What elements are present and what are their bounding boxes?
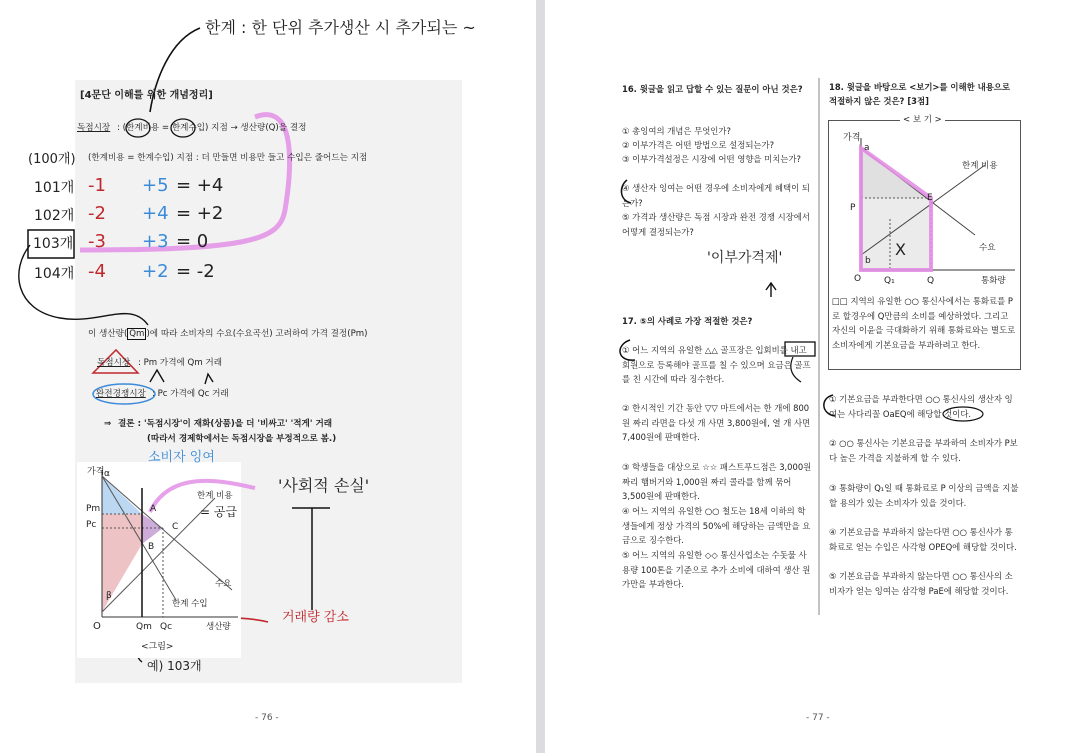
- q18-option-1[interactable]: ① 기본요금을 부과한다면 ○○ 통신사의 생산자 잉여는 사다리꼴 OaEQ에 해당할 것이다.: [829, 394, 1013, 419]
- q16-option-5[interactable]: ⑤ 가격과 생산량은 독점 시장과 완전 경쟁 시장에서 어떻게 결정되는가?: [622, 212, 810, 237]
- bogi-q-label: Q: [927, 276, 935, 286]
- handwritten-note-marginal-cost: 한계 : 한 단위 추가생산 시 추가되는 ~: [205, 18, 476, 37]
- concept-header: [4문단 이해를 위한 개념정리]: [80, 90, 213, 101]
- bogi-y-axis-label: 가격: [843, 133, 861, 143]
- qm-boxed: Qm: [129, 329, 145, 339]
- mc-mr-explanation: (한계비용 = 한계수입) 지점 : 더 만들면 비용만 들고 수입은 줄어드는 지점: [88, 153, 368, 163]
- bogi-x-axis-label: 통화량: [981, 276, 1006, 286]
- graph-pc-label: Pc: [86, 520, 97, 530]
- monopoly-trade: : Pm 가격에 Qm 거래: [138, 358, 223, 368]
- graph-y-axis-label: 가격: [87, 467, 105, 477]
- bogi-mc-label: 한계 비용: [962, 161, 998, 171]
- page-number-left: - 76 -: [255, 713, 279, 723]
- q16-option-3[interactable]: ③ 이부가격설정은 시장에 어떤 영향을 미치는가?: [622, 154, 801, 164]
- q18-title: 18. 윗글을 바탕으로 <보기>를 이해한 내용으로 적절하지 않은 것은? [3점]: [829, 82, 1010, 106]
- hand-social-loss: '사회적 손실': [278, 476, 370, 495]
- q17-title: 17. ⑤의 사례로 가장 적절한 것은?: [622, 316, 753, 326]
- graph-qc-label: Qc: [160, 622, 173, 632]
- hand-eq-supply: = 공급: [200, 505, 238, 519]
- graph-alpha-label: α: [104, 469, 110, 479]
- hand-mr-104: +2: [142, 261, 169, 282]
- bogi-p-label: P: [850, 203, 856, 213]
- hand-qty-103: 103개: [33, 236, 74, 252]
- conclusion-line-2: (따라서 경제학에서는 독점시장을 부정적으로 봄.): [147, 434, 337, 444]
- q17-option-3[interactable]: ③ 학생들을 대상으로 ☆☆ 패스트푸드점은 3,000원 짜리 햄버거와 1,000원 짜리 콜라를 함께 묶어 3,500원에 판매한다.: [622, 462, 812, 501]
- graph-pm-label: Pm: [86, 504, 101, 514]
- hand-mc-102: -2: [88, 203, 106, 224]
- hand-example: 예) 103개: [147, 659, 202, 673]
- bogi-text: □□ 지역의 유일한 ○○ 통신사에서는 통화료를 P로 할경우에 Q만큼의 소비를 예상하였다. 그리고 자신의 이윤을 극대화하기 위해 통화료와는 별도로 소비자에게 기본요금을 부과하려고 한다.: [832, 296, 1016, 350]
- hand-res-104: = -2: [176, 261, 215, 282]
- graph-x-axis-label: 생산량: [206, 622, 231, 632]
- graph-beta-label: β: [106, 591, 112, 601]
- hand-mr-103: +3: [142, 231, 169, 252]
- right-page: [545, 0, 1070, 753]
- hand-qty-104: 104개: [34, 266, 75, 282]
- hand-trade-decrease: 거래량 감소: [282, 610, 349, 625]
- hand-qty-100: (100개): [28, 152, 76, 167]
- page-number-right: - 77 -: [806, 713, 830, 723]
- competitive-label: 완전경쟁시장: [96, 389, 146, 399]
- monopoly-label-1: 독점시장: [77, 123, 111, 133]
- hand-qty-102: 102개: [34, 208, 75, 224]
- q16-option-1[interactable]: ① 총잉여의 개념은 무엇인가?: [622, 126, 731, 136]
- bogi-point-a: a: [864, 143, 870, 153]
- conclusion-line-1: 결론 : '독점시장'이 재화(상품)을 더 '비싸고' '적게' 거래: [118, 419, 333, 429]
- bogi-label: < 보 기 >: [900, 114, 945, 126]
- bogi-q1-label: Q₁: [884, 276, 895, 286]
- conclusion-arrow: ⇒: [104, 419, 112, 429]
- graph-demand-label: 수요: [215, 579, 232, 589]
- q17-option-1[interactable]: ① 어느 지역의 유일한 △△ 골프장은 입회비를 내고 회원으로 등록해야 골프를 칠 수 있으며 요금은 골프를 친 시간에 따라 징수한다.: [622, 345, 811, 384]
- graph-mc-label: 한계 비용: [197, 491, 233, 501]
- graph-caption: <그림>: [141, 642, 174, 652]
- q16-option-2[interactable]: ② 이부가격은 어떤 방법으로 설정되는가?: [622, 140, 775, 150]
- q17-option-5[interactable]: ⑤ 어느 지역의 유일한 ◇◇ 통신사업소는 수돗물 사용량 100톤을 기준으로 추가 소비에 대하여 생산 원가만을 부과한다.: [622, 550, 811, 589]
- hand-mr-102: +4: [142, 203, 169, 224]
- graph-point-a: A: [150, 504, 157, 514]
- graph-mr-label: 한계 수입: [172, 599, 208, 609]
- revenue-rectangle: [861, 198, 931, 270]
- hand-two-part-tariff: '이부가격제': [707, 250, 783, 266]
- page-gutter: [536, 0, 545, 753]
- monopoly-label-2: 독점시장: [97, 358, 131, 368]
- competitive-trade: : Pc 가격에 Qc 거래: [152, 389, 229, 399]
- hand-mr-101: +5: [142, 175, 169, 196]
- price-decision-line: 이 생산량( Qm )에 따라 소비자의 수요(수요곡선) 고려하여 가격 결정(Pm): [88, 329, 368, 339]
- q18-option-4[interactable]: ④ 기본요금을 부과하지 않는다면 ○○ 통신사가 통화료로 얻는 수입은 사각형 OPEQ에 해당할 것이다.: [829, 527, 1017, 552]
- q18-option-5[interactable]: ⑤ 기본요금을 부과하지 않는다면 ○○ 통신사의 소비자가 얻는 잉여는 삼각형 PaE에 해당할 것이다.: [829, 571, 1013, 596]
- hand-res-103: = 0: [176, 231, 209, 252]
- q17-option-4[interactable]: ④ 어느 지역의 유일한 ○○ 철도는 18세 이하의 학생들에게 정상 가격의 50%에 해당하는 금액만을 요금으로 징수한다.: [622, 506, 811, 545]
- graph-qm-label: Qm: [136, 622, 152, 632]
- graph-point-b: B: [148, 542, 155, 552]
- hand-res-102: = +2: [176, 203, 224, 224]
- q17-option-2[interactable]: ② 한시적인 기간 동안 ▽▽ 마트에서는 한 개에 800원 짜리 라면을 다섯 개 사면 3,800원에, 열 개 사면 7,400원에 판매한다.: [622, 403, 811, 442]
- hand-mc-101: -1: [88, 175, 106, 196]
- hand-mc-104: -4: [88, 261, 106, 282]
- mc-mr-condition: : (한계비용 = 한계수입) 지점 → 생산량(Q)을 결정: [117, 123, 307, 133]
- bogi-demand-label: 수요: [979, 243, 996, 253]
- bogi-hand-x: X: [895, 240, 906, 259]
- q18-option-2[interactable]: ② ○○ 통신사는 기본요금을 부과하여 소비자가 P보다 높은 가격을 지불하게 할 수 있다.: [829, 438, 1018, 463]
- bogi-graph: [545, 0, 1070, 753]
- bogi-point-e: E: [927, 193, 933, 203]
- hand-res-101: = +4: [176, 175, 224, 196]
- graph-origin: O: [93, 621, 101, 632]
- q16-option-4[interactable]: ④ 생산자 잉여는 어떤 경우에 소비자에게 혜택이 되는가?: [622, 183, 810, 208]
- q16-title: 16. 윗글을 읽고 답할 수 있는 질문이 아닌 것은?: [622, 84, 803, 94]
- bogi-point-b: b: [865, 256, 871, 266]
- hand-consumer-surplus: 소비자 잉여: [148, 450, 215, 465]
- graph-point-c: C: [172, 522, 179, 532]
- deadweight-loss-area: [142, 514, 163, 544]
- bogi-origin: O: [854, 274, 862, 284]
- q18-option-3[interactable]: ③ 통화량이 Q₁일 때 통화료로 P 이상의 금액을 지불할 용의가 있는 소비자가 있을 것이다.: [829, 483, 1019, 508]
- hand-mc-103: -3: [88, 231, 106, 252]
- hand-qty-101: 101개: [34, 180, 75, 196]
